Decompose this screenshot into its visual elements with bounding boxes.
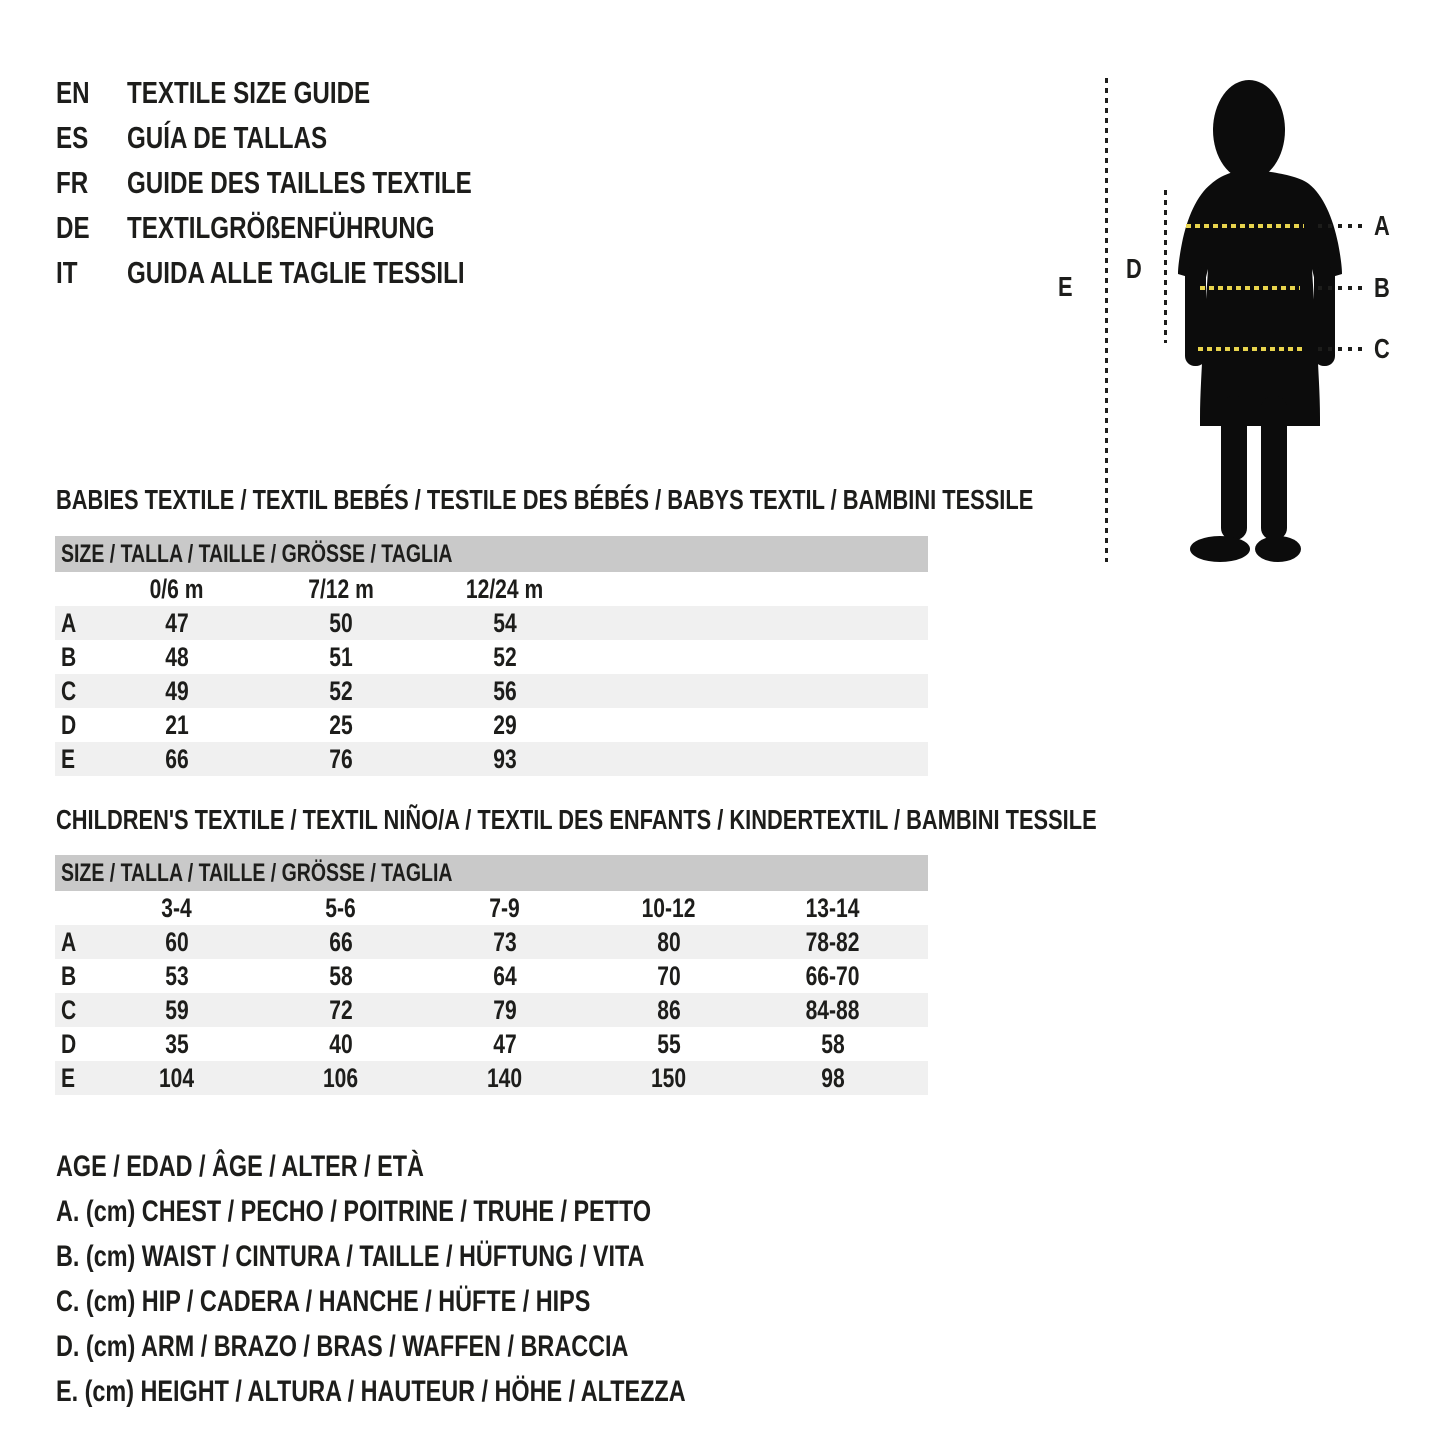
children-row-e: E 104 106 140 150 98 [55, 1061, 928, 1095]
children-size-header-label: SIZE / TALLA / TAILLE / GRÖSSE / TAGLIA [61, 858, 453, 887]
lang-title-it: GUIDA ALLE TAGLIE TESSILI [127, 255, 465, 290]
language-title-block [56, 70, 569, 295]
legend-hip: C. (cm) HIP / CADERA / HANCHE / HÜFTE / HIPS [56, 1285, 591, 1318]
legend-waist: B. (cm) WAIST / CINTURA / TAILLE / HÜFTUNG / VITA [56, 1240, 645, 1273]
chest-measure-dash-yellow [1186, 224, 1304, 228]
legend-arm: D. (cm) ARM / BRAZO / BRAS / WAFFEN / BRACCIA [56, 1330, 629, 1363]
children-row-b: B 53 58 64 70 66-70 [61, 960, 860, 991]
babies-row-b: B 48 51 52 [61, 641, 517, 672]
legend-chest: A. (cm) CHEST / PECHO / POITRINE / TRUHE / PETTO [56, 1195, 652, 1228]
children-row-c: C 59 72 79 86 84-88 [55, 993, 928, 1027]
waist-measure-dash-black [1318, 286, 1364, 290]
children-col-7-9: 7-9 [489, 892, 521, 923]
lang-code-de: DE [56, 210, 90, 245]
lang-code-es: ES [56, 120, 89, 155]
silhouette-right-leg [1261, 396, 1287, 540]
babies-section-title: BABIES TEXTILE / TEXTIL BEBÉS / TESTILE DES BÉBÉS / BABYS TEXTIL / BAMBINI TESSILE [56, 484, 1034, 515]
lang-row-it [56, 250, 569, 295]
babies-row-e: E 66 76 93 [55, 742, 928, 776]
babies-column-header-row [55, 572, 928, 606]
lang-row-en [56, 70, 569, 115]
lang-row-es [56, 115, 569, 160]
figure-label-c: C [1374, 333, 1390, 364]
lang-title-de: TEXTILGRÖßENFÜHRUNG [127, 210, 435, 245]
babies-col-12-24m: 12/24 m [466, 573, 544, 604]
children-row-d: D 35 40 47 55 58 [61, 1028, 845, 1059]
children-column-header-row [55, 891, 928, 925]
hip-measure-dash-black [1318, 347, 1364, 351]
figure-label-e: E [1058, 271, 1073, 302]
children-col-10-12: 10-12 [642, 892, 696, 923]
lang-row-fr [56, 160, 569, 205]
children-col-3-4: 3-4 [161, 892, 193, 923]
babies-row-a: A 47 50 54 [55, 606, 928, 640]
children-row-a: A 60 66 73 80 78-82 [55, 925, 928, 959]
children-col-13-14: 13-14 [806, 892, 860, 923]
babies-row-c: C 49 52 56 [55, 674, 928, 708]
children-size-header-bar [55, 855, 928, 891]
lang-row-de [56, 205, 569, 250]
silhouette-torso [1178, 170, 1342, 426]
children-size-table [55, 855, 928, 1095]
babies-size-header-bar [55, 536, 928, 572]
silhouette-left-leg [1221, 396, 1247, 540]
measurement-legend [56, 1144, 863, 1414]
figure-label-a: A [1374, 210, 1390, 241]
silhouette-left-arm [1185, 266, 1206, 366]
children-section-title: CHILDREN'S TEXTILE / TEXTIL NIÑO/A / TEXTIL DES ENFANTS / KINDERTEXTIL / BAMBINI TESSILE [56, 804, 1097, 835]
silhouette-right-shoe [1255, 536, 1301, 562]
lang-title-fr: GUIDE DES TAILLES TEXTILE [127, 165, 472, 200]
legend-height: E. (cm) HEIGHT / ALTURA / HAUTEUR / HÖHE / ALTEZZA [56, 1375, 686, 1408]
lang-title-es: GUÍA DE TALLAS [127, 120, 328, 155]
chest-measure-dash-black [1318, 224, 1364, 228]
legend-age: AGE / EDAD / ÂGE / ALTER / ETÀ [56, 1150, 424, 1183]
babies-size-header-label: SIZE / TALLA / TAILLE / GRÖSSE / TAGLIA [61, 539, 453, 568]
silhouette-head [1213, 80, 1285, 180]
silhouette-left-shoe [1190, 536, 1250, 562]
figure-label-b: B [1374, 272, 1390, 303]
lang-code-fr: FR [56, 165, 89, 200]
silhouette-right-arm [1314, 266, 1335, 366]
lang-title-en: TEXTILE SIZE GUIDE [127, 75, 371, 110]
babies-size-table [55, 536, 928, 776]
babies-col-0-6m: 0/6 m [150, 573, 204, 604]
figure-label-d: D [1126, 253, 1142, 284]
lang-code-it: IT [56, 255, 78, 290]
babies-row-d: D 21 25 29 [61, 709, 517, 740]
babies-col-7-12m: 7/12 m [308, 573, 374, 604]
arm-measure-line-d [1164, 190, 1167, 343]
children-col-5-6: 5-6 [325, 892, 357, 923]
lang-code-en: EN [56, 75, 90, 110]
hip-measure-dash-yellow [1198, 347, 1304, 351]
waist-measure-dash-yellow [1200, 286, 1300, 290]
